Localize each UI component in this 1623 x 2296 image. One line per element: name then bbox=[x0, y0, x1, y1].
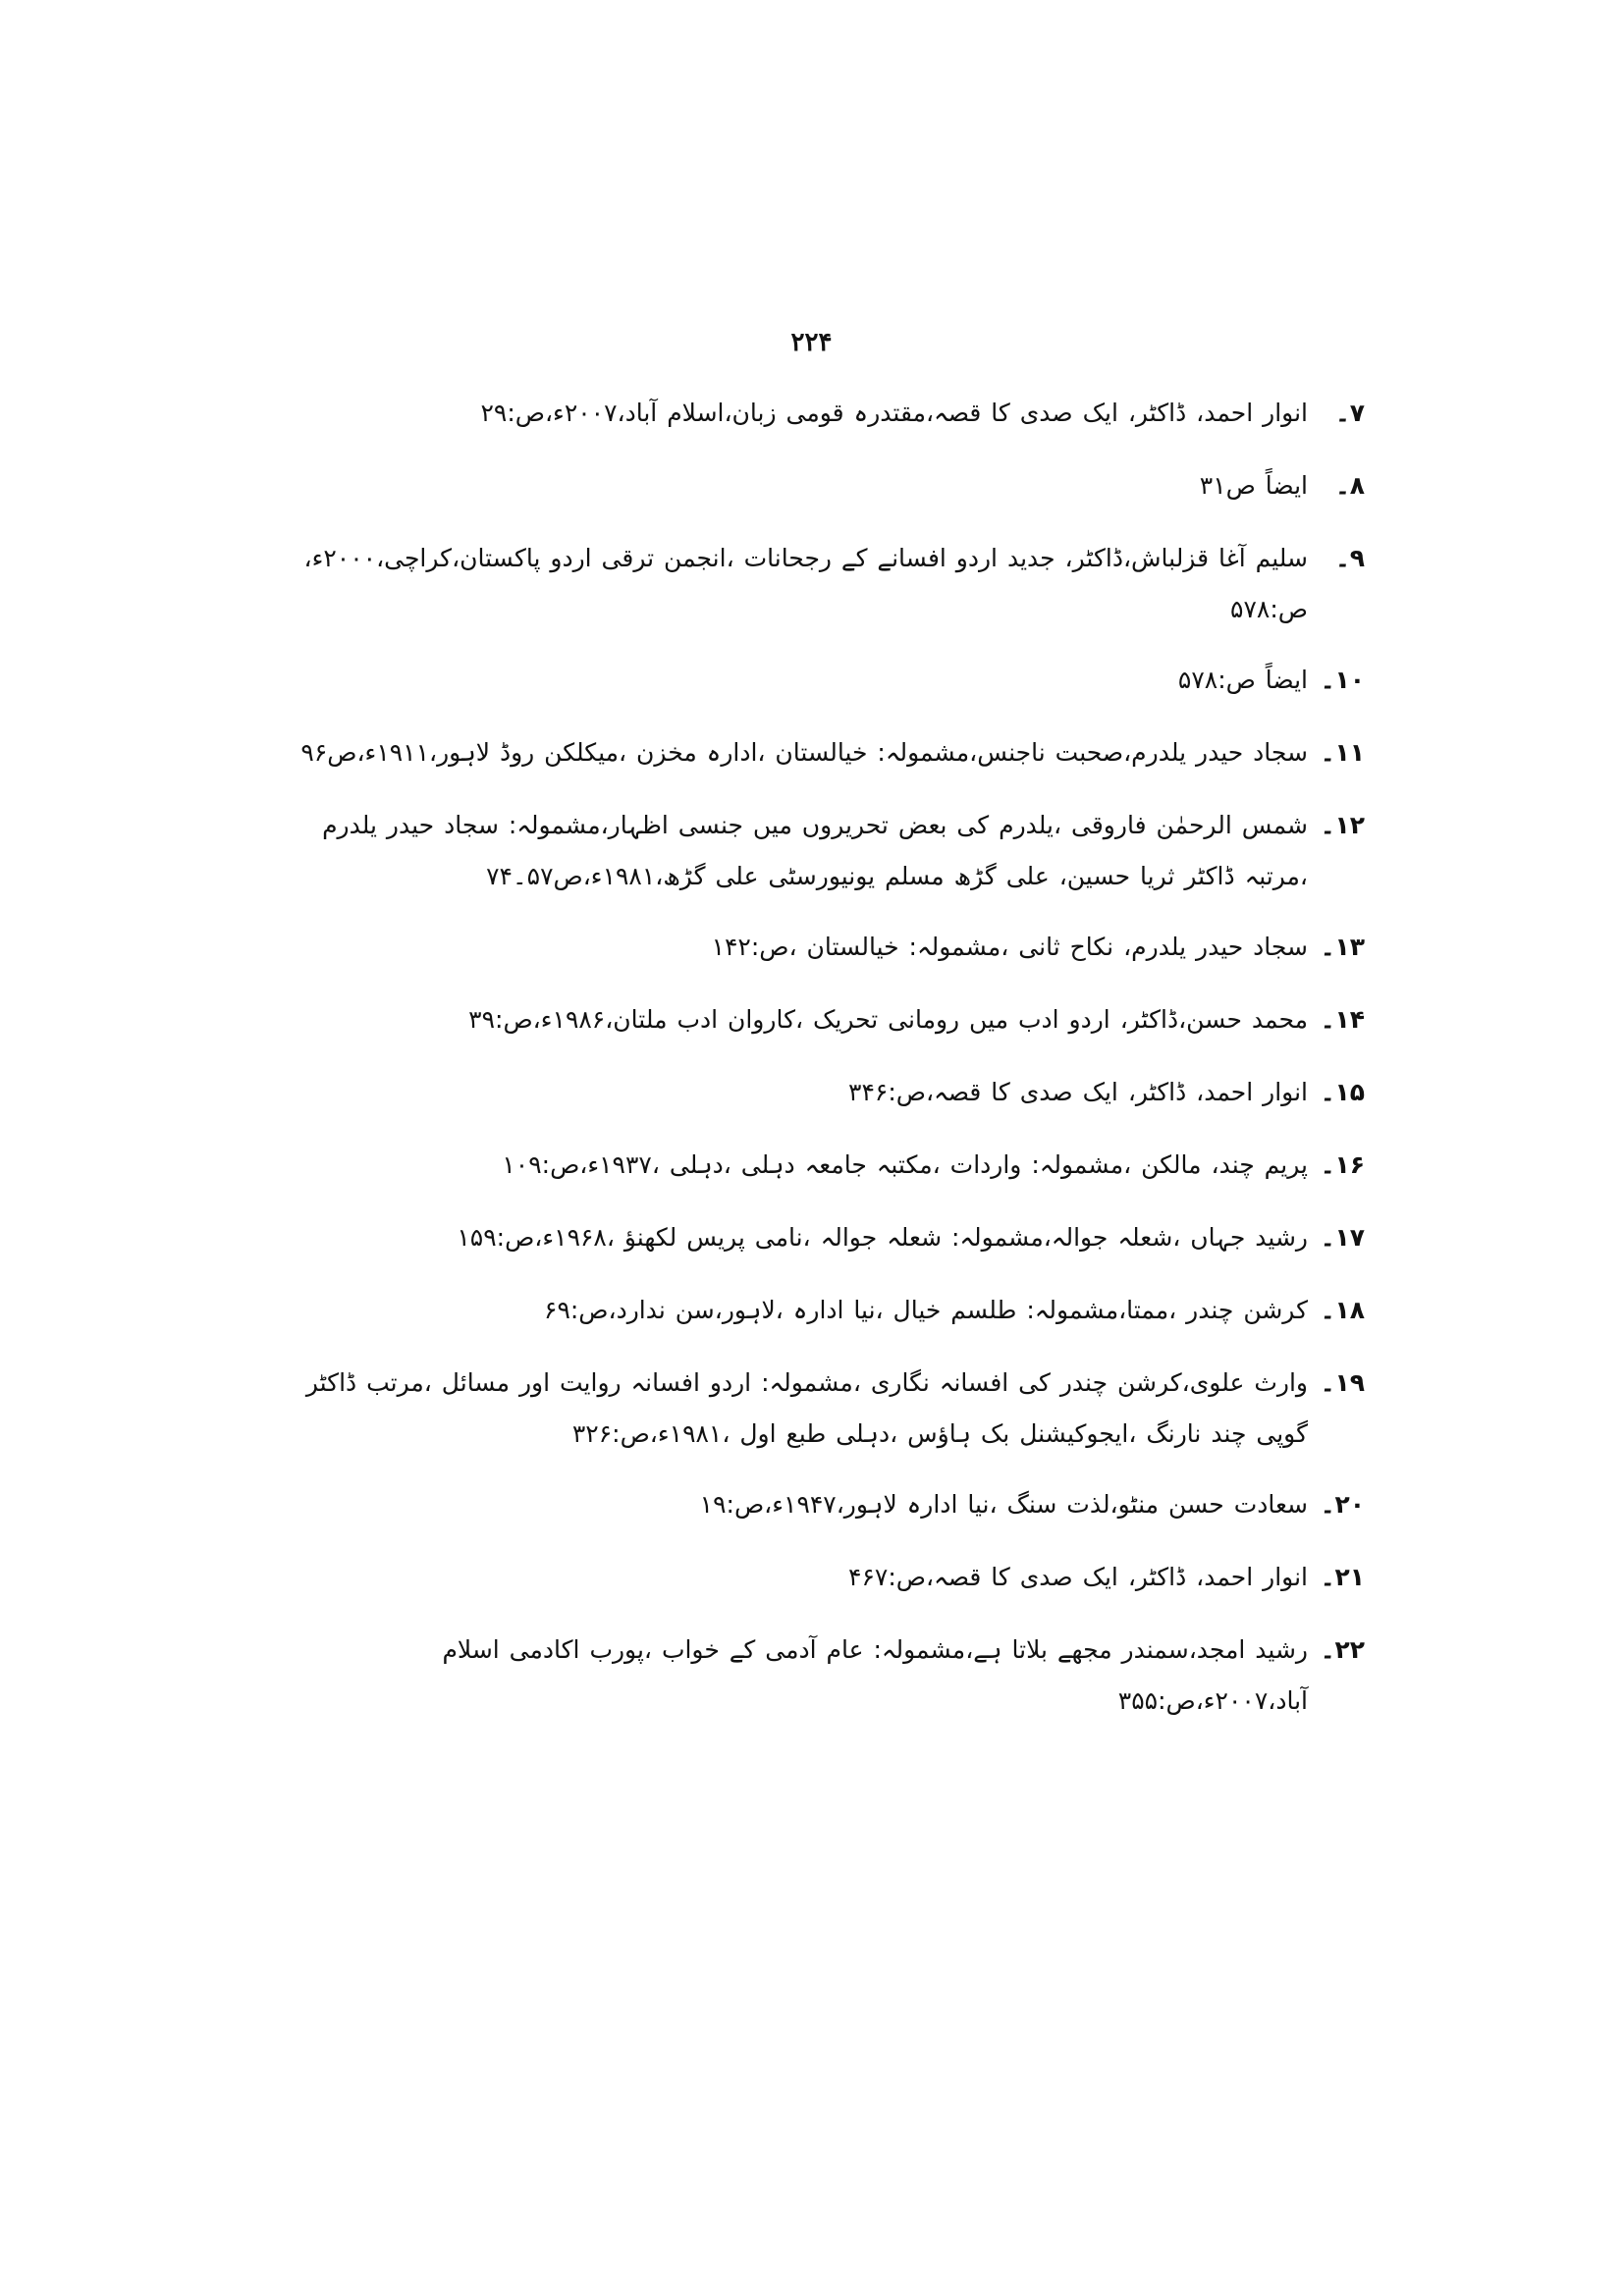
footnote-text: رشید امجد،سمندر مجھے بلاتا ہے،مشمولہ: عام آدمی کے خواب ،پورب اکادمی اسلام آباد،۲۰۰۷ء،ص:۳۵۵ bbox=[442, 1635, 1308, 1715]
footnote-number: ۸۔ bbox=[1335, 471, 1365, 500]
footnote-text: سجاد حیدر یلدرم، نکاح ثانی ،مشمولہ: خیالستان ،ص:۱۴۲ bbox=[711, 933, 1308, 961]
footnote-item bbox=[295, 727, 1365, 788]
footnote-item bbox=[295, 1285, 1365, 1346]
footnote-text: وارث علوی،کرشن چندر کی افسانہ نگاری ،مشمولہ: اردو افسانہ روایت اور مسائل ،مرتب ڈاکٹر گوپی چند نارنگ ،ایجوکیشنل بک ہاؤس ،دہلی طبع اول ،۱۹۸۱ء،ص:۳۲۶ bbox=[305, 1368, 1308, 1448]
footnote-item bbox=[295, 1358, 1365, 1460]
footnote-item bbox=[295, 922, 1365, 983]
footnote-number: ۲۲۔ bbox=[1320, 1635, 1365, 1664]
footnote-number: ۱۸۔ bbox=[1320, 1296, 1365, 1324]
footnote-text: ایضاً ص:۵۷۸ bbox=[1177, 666, 1308, 694]
footnote-item bbox=[295, 994, 1365, 1055]
footnote-number: ۲۰۔ bbox=[1320, 1490, 1365, 1519]
footnote-number: ۱۱۔ bbox=[1320, 738, 1365, 767]
footnote-text: کرشن چندر ،ممتا،مشمولہ: طلسم خیال ،نیا ادارہ ،لاہور،سن ندارد،ص:۶۹ bbox=[544, 1296, 1308, 1324]
footnote-text: شمس الرحمٰن فاروقی ،یلدرم کی بعض تحریروں میں جنسی اظہار،مشمولہ: سجاد حیدر یلدرم ،مرتبہ ڈاکٹر ثریا حسین، علی گڑھ مسلم یونیورسٹی علی گڑھ،۱۹۸۱ء،ص۵۷۔۷۴ bbox=[322, 811, 1308, 890]
footnote-number: ۱۳۔ bbox=[1320, 933, 1365, 961]
footnote-item bbox=[295, 1625, 1365, 1727]
footnote-number: ۲۱۔ bbox=[1320, 1563, 1365, 1591]
footnote-item bbox=[295, 1212, 1365, 1273]
footnote-text: ایضاً ص۳۱ bbox=[1199, 471, 1308, 500]
footnote-text: رشید جہاں ،شعلہ جوالہ،مشمولہ: شعلہ جوالہ ،نامی پریس لکھنؤ ،۱۹۶۸ء،ص:۱۵۹ bbox=[457, 1223, 1308, 1252]
footnote-number: ۱۴۔ bbox=[1320, 1005, 1365, 1034]
footnote-text: انوار احمد، ڈاکٹر، ایک صدی کا قصہ،ص:۳۴۶ bbox=[848, 1078, 1308, 1106]
footnote-text: انوار احمد، ڈاکٹر، ایک صدی کا قصہ،مقتدرہ قومی زبان،اسلام آباد،۲۰۰۷ء،ص:۲۹ bbox=[480, 399, 1308, 427]
footnote-number: ۹۔ bbox=[1335, 544, 1365, 572]
footnote-number: ۷۔ bbox=[1335, 399, 1365, 427]
footnote-text: انوار احمد، ڈاکٹر، ایک صدی کا قصہ،ص:۴۶۷ bbox=[848, 1563, 1308, 1591]
footnote-text: محمد حسن،ڈاکٹر، اردو ادب میں رومانی تحریک ،کاروان ادب ملتان،۱۹۸۶ء،ص:۳۹ bbox=[468, 1005, 1308, 1034]
footnote-text: سعادت حسن منٹو،لذت سنگ ،نیا ادارہ لاہور،۱۹۴۷ء،ص:۱۹ bbox=[699, 1490, 1308, 1519]
footnote-item bbox=[295, 1552, 1365, 1613]
footnote-text: پریم چند، مالکن ،مشمولہ: واردات ،مکتبہ جامعہ دہلی ،دہلی ،۱۹۳۷ء،ص:۱۰۹ bbox=[502, 1150, 1308, 1179]
footnote-number: ۱۹۔ bbox=[1320, 1368, 1365, 1397]
footnote-item bbox=[295, 1067, 1365, 1128]
footnote-text: سجاد حیدر یلدرم،صحبت ناجنس،مشمولہ: خیالستان ،ادارہ مخزن ،میکلکن روڈ لاہور،۱۹۱۱ء،ص۹۶ bbox=[300, 738, 1308, 767]
footnote-item bbox=[295, 460, 1365, 521]
footnote-number: ۱۵۔ bbox=[1320, 1078, 1365, 1106]
footnote-number: ۱۷۔ bbox=[1320, 1223, 1365, 1252]
footnote-item bbox=[295, 655, 1365, 716]
footnote-item bbox=[295, 800, 1365, 902]
footnote-number: ۱۰۔ bbox=[1320, 666, 1365, 694]
page-number: ۲۲۴ bbox=[790, 328, 833, 357]
footnote-item bbox=[295, 1479, 1365, 1540]
footnote-item bbox=[295, 388, 1365, 449]
footnote-number: ۱۶۔ bbox=[1320, 1150, 1365, 1179]
footnote-item bbox=[295, 533, 1365, 635]
footnote-text: سلیم آغا قزلباش،ڈاکٹر، جدید اردو افسانے کے رجحانات ،انجمن ترقی اردو پاکستان،کراچی،۲۰۰۰ء، ص:۵۷۸ bbox=[303, 544, 1308, 623]
footnotes-list bbox=[295, 388, 1365, 1738]
footnote-item bbox=[295, 1140, 1365, 1201]
footnote-number: ۱۲۔ bbox=[1320, 811, 1365, 839]
